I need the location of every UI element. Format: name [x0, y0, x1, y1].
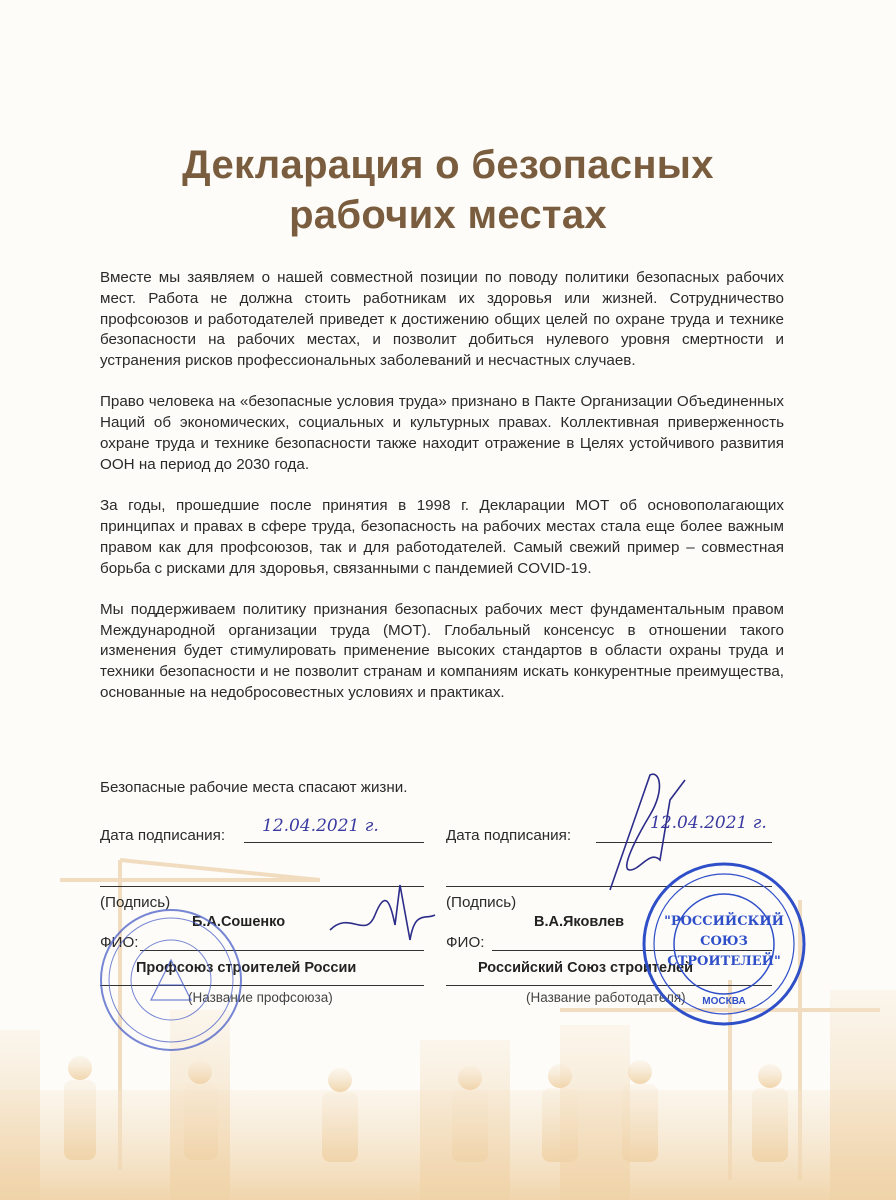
- right-fio-value: В.А.Яковлев: [534, 914, 625, 930]
- left-trade-union-stamp: [96, 905, 246, 1055]
- right-org-name: Российский Союз строителей: [478, 960, 694, 976]
- stamp-line-3: СТРОИТЕЛЕЙ": [667, 954, 781, 969]
- stamp-center-text: [640, 912, 808, 972]
- paragraph-1: Вместе мы заявляем о нашей совместной позиции по поводу политики безопасных рабочих мест. Работа не должна стоить работникам их здоровья или жизней. Сотрудничество профсоюзов и работодателей приведет к достижению общих целей по охране труда и технике безопасности на рабочих местах, и позволит добиться нулевого уровня смертности и устранения рисков профессиональных заболеваний и несчастных случаев.: [100, 269, 784, 370]
- right-date-label: Дата подписания:: [446, 827, 572, 844]
- stamp-line-2: СОЮЗ: [700, 934, 748, 949]
- left-org-caption: (Название профсоюза): [188, 990, 333, 1005]
- left-fio-label: ФИО:: [100, 934, 139, 951]
- paragraph-3: За годы, прошедшие после принятия в 1998 г. Декларации МОТ об основополагающих принципах и правах в сфере труда, безопасность на рабочих местах стала еще более важным правом как для профсоюзов, так и для работодателей. Самый свежий пример – совместная борьба с рисками для здоровья, связанными с пандемией COVID-19.: [100, 497, 784, 577]
- stamp-city: МОСКВА: [702, 996, 746, 1007]
- stamp-line-1: "РОССИЙСКИЙ: [664, 914, 784, 929]
- left-signature-label: (Подпись): [100, 894, 171, 911]
- left-org-name: Профсоюз строителей России: [136, 960, 357, 976]
- left-date-line: [244, 842, 424, 843]
- right-fio-label: ФИО:: [446, 934, 485, 951]
- left-date-handwritten: 12.04.2021 г.: [262, 816, 379, 836]
- left-handwritten-signature: [320, 870, 440, 960]
- right-employer-stamp: [640, 860, 808, 1028]
- left-date-label: Дата подписания:: [100, 827, 226, 844]
- right-signature-label: (Подпись): [446, 894, 517, 911]
- title-line-1: Декларация о безопасных: [182, 143, 714, 187]
- document-title: [0, 140, 896, 240]
- declaration-body: [100, 268, 784, 724]
- paragraph-4: Мы поддерживаем политику признания безопасных рабочих мест фундаментальным правом Международной организации труда (МОТ). Глобальный консенсус в отношении такого изменения будет стимулировать применение высоких стандартов в области охраны труда и техники безопасности и не позволит странам и компаниям искать конкурентные преимущества, основанные на недобросовестных условиях и практиках.: [100, 600, 784, 702]
- title-line-2: рабочих местах: [289, 193, 607, 237]
- closing-statement: Безопасные рабочие места спасают жизни.: [100, 779, 408, 796]
- right-date-handwritten: 12.04.2021 г.: [650, 813, 767, 833]
- right-org-caption: (Название работодателя): [526, 990, 686, 1005]
- left-fio-value: Б.А.Сошенко: [192, 914, 286, 930]
- paragraph-2: Право человека на «безопасные условия труда» признано в Пакте Организации Объединенных Наций об экономических, социальных и культурных правах. Коллективная приверженность охране труда и технике безопасности также находит отражение в Целях устойчивого развития ООН на период до 2030 года.: [100, 393, 784, 473]
